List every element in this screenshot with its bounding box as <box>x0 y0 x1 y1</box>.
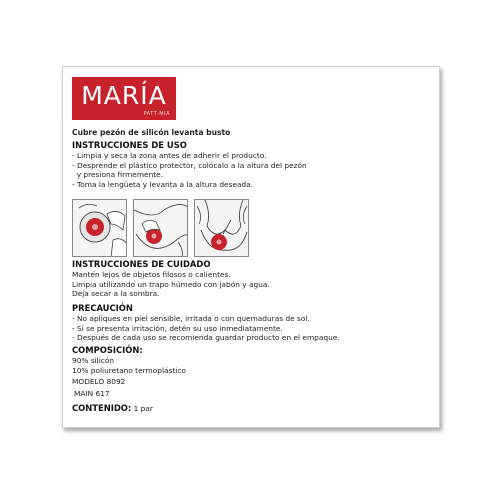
caution-item: - Si se presenta irritación, detén su uso inmediatamente. <box>72 323 283 333</box>
brand-name: MARÍA <box>81 81 167 110</box>
caution-item: - Después de cada uso se recomienda guardar producto en el empaque. <box>72 333 340 343</box>
care-item: Limpia utilizando un trapo húmedo con jabón y agua. <box>72 279 270 289</box>
usage-heading: INSTRUCCIONES DE USO <box>72 140 187 150</box>
usage-item: y presiona firmemente. <box>72 170 164 180</box>
product-title: Cubre pezón de silicón levanta busto <box>72 128 231 137</box>
caution-item: - No apliques en piel sensible, irritada o con quemaduras de sol. <box>72 314 310 323</box>
composition-heading: COMPOSICIÓN: <box>72 345 143 355</box>
brand-tagline: PATT·MIA <box>143 111 170 117</box>
illustration-peel <box>72 199 127 257</box>
usage-list <box>72 151 307 189</box>
composition-item: 10% poliuretano termoplástico <box>72 365 186 375</box>
product-label-card <box>62 66 440 428</box>
contents-value: 1 par <box>133 404 153 413</box>
composition-item: 90% silicón <box>72 356 115 365</box>
usage-item: - Toma la lengüeta y levanta a la altura deseada. <box>72 179 254 189</box>
contents <box>72 404 153 414</box>
usage-illustrations <box>72 199 252 259</box>
care-item: Deja secar a la sombra. <box>72 289 160 299</box>
contents-label: CONTENIDO: <box>72 403 132 413</box>
composition-list <box>72 356 186 375</box>
illustration-apply <box>133 199 188 257</box>
model-number: MODELO 8092 <box>72 377 126 386</box>
usage-item: - Desprende el plástico protector, colócalo a la altura del pezón <box>72 160 307 170</box>
care-list <box>72 270 270 299</box>
caution-list <box>72 314 340 343</box>
caution-heading: PRECAUCIÓN <box>72 303 133 313</box>
main-code: MAIN 617 <box>74 389 110 398</box>
usage-item: - Limpia y seca la zona antes de adherir el producto. <box>72 151 267 160</box>
care-item: Mantén lejos de objetos filosos o calientes. <box>72 270 231 279</box>
brand-logo <box>72 77 176 120</box>
illustration-lift <box>194 199 249 257</box>
care-heading: INSTRUCCIONES DE CUIDADO <box>72 259 211 269</box>
